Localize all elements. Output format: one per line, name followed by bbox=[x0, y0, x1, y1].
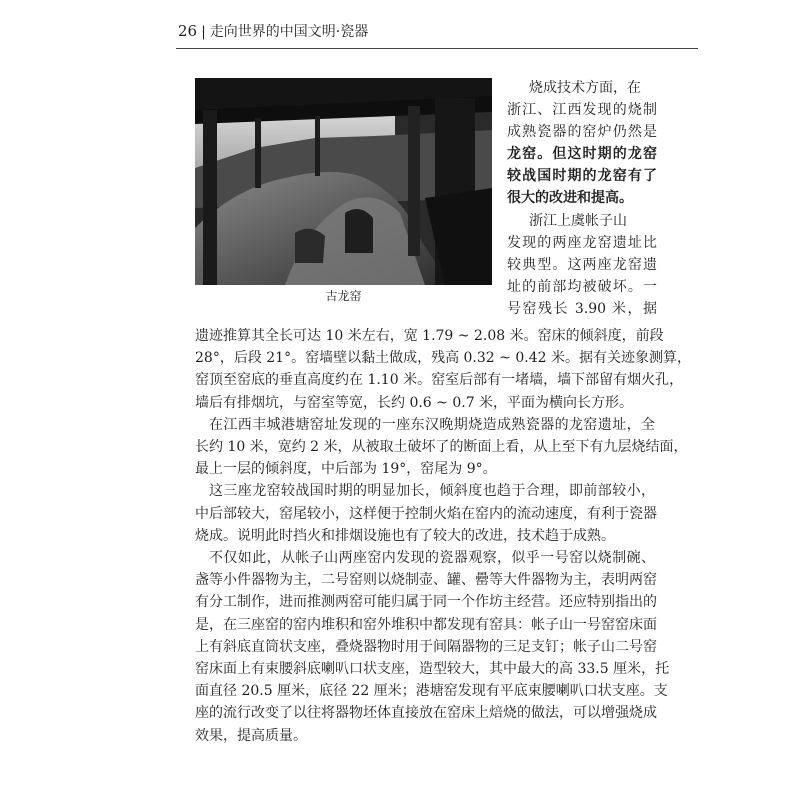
text-line: 址的前部均被破坏。一 bbox=[507, 278, 657, 295]
text-line: 号窑残长 3.90 米，据 bbox=[507, 300, 657, 317]
text-line: 在江西丰城港塘窑址发现的一座东汉晚期烧造成熟瓷器的龙窑遗址，全 bbox=[209, 416, 655, 433]
text-line: 浙江、江西发现的烧制 bbox=[507, 102, 657, 119]
text-line: 窑床面上有束腰斜底喇叭口状支座，造型较大，其中最大的高 33.5 厘米，托 bbox=[195, 661, 670, 678]
text-line: 面直径 20.5 厘米，底径 22 厘米；港塘窑发现有平底束腰喇叭口状支座。支 bbox=[195, 683, 668, 700]
text-line: 成熟瓷器的窑炉仍然是 bbox=[507, 124, 657, 141]
text-line: 上有斜底直筒状支座，叠烧器物时用于间隔器物的三足支钉；帐子山二号窑 bbox=[195, 638, 657, 655]
text-line: 墙后有排烟坑，与窑室等宽，长约 0.6 ~ 0.7 米，平面为横向长方形。 bbox=[195, 394, 634, 411]
text-line: 盏等小件器物为主，二号窑则以烧制壶、罐、罍等大件器物为主，表明两窑 bbox=[195, 572, 657, 589]
text-line: 最上一层的倾斜度，中后部为 19°，窑尾为 9°。 bbox=[195, 461, 497, 478]
text-line: 这三座龙窑较战国时期的明显加长，倾斜度也趋于合理，即前部较小， bbox=[209, 483, 655, 500]
header-rule bbox=[176, 48, 698, 49]
text-line: 是，在三座窑的窑内堆积和窑外堆积中都发现有窑具：帐子山一号窑窑床面 bbox=[195, 616, 657, 633]
figure-caption: 古龙窑 bbox=[325, 289, 362, 303]
running-title: 走向世界的中国文明·瓷器 bbox=[209, 24, 369, 40]
text-line: 烧成。说明此时挡火和排烟设施也有了较大的改进，技术趋于成熟。 bbox=[195, 527, 615, 544]
text-line: 很大的改进和提高。 bbox=[507, 190, 633, 207]
text-line: 效果，提高质量。 bbox=[195, 727, 307, 744]
header-separator: | bbox=[201, 24, 206, 40]
text-line: 浙江上虞帐子山 bbox=[529, 212, 627, 229]
running-header bbox=[178, 20, 698, 42]
wrapped-paragraphs bbox=[507, 77, 657, 320]
text-line: 28°，后段 21°。窑墙壁以黏土做成，残高 0.32 ~ 0.42 米。据有关迹象测算， bbox=[195, 350, 691, 367]
text-line: 较典型。这两座龙窑遗 bbox=[507, 256, 657, 273]
text-line: 中后部较大，窑尾较小，这样便于控制火焰在窑内的流动速度，有利于瓷器 bbox=[195, 505, 657, 522]
text-line: 龙窑。但这时期的龙窑 bbox=[507, 146, 657, 163]
text-line: 长约 10 米，宽约 2 米，从被取土破坏了的断面上看，从上至下有九层烧结面， bbox=[195, 439, 688, 456]
text-line: 发现的两座龙窑遗址比 bbox=[507, 234, 657, 251]
text-line: 窑顶至窑底的垂直高度约在 1.10 米。窑室后部有一堵墙，墙下部留有烟火孔， bbox=[195, 372, 684, 389]
text-line: 遗迹推算其全长可达 10 米左右，宽 1.79 ~ 2.08 米。窑床的倾斜度，前段 bbox=[195, 328, 664, 344]
kiln-photo bbox=[195, 78, 492, 285]
text-line: 座的流行改变了以往将器物坯体直接放在窑床上焙烧的做法，可以增强烧成 bbox=[195, 705, 657, 722]
text-line: 不仅如此，从帐子山两座窑内发现的瓷器观察，似乎一号窑以烧制碗、 bbox=[209, 550, 655, 567]
page-number: 26 bbox=[178, 22, 198, 40]
text-line: 较战国时期的龙窑有了 bbox=[507, 168, 657, 185]
body-text bbox=[195, 325, 691, 747]
text-line: 烧成技术方面，在 bbox=[529, 80, 641, 96]
text-line: 有分工制作，进而推测两窑可能归属于同一个作坊主经营。还应特别指出的 bbox=[195, 594, 657, 611]
